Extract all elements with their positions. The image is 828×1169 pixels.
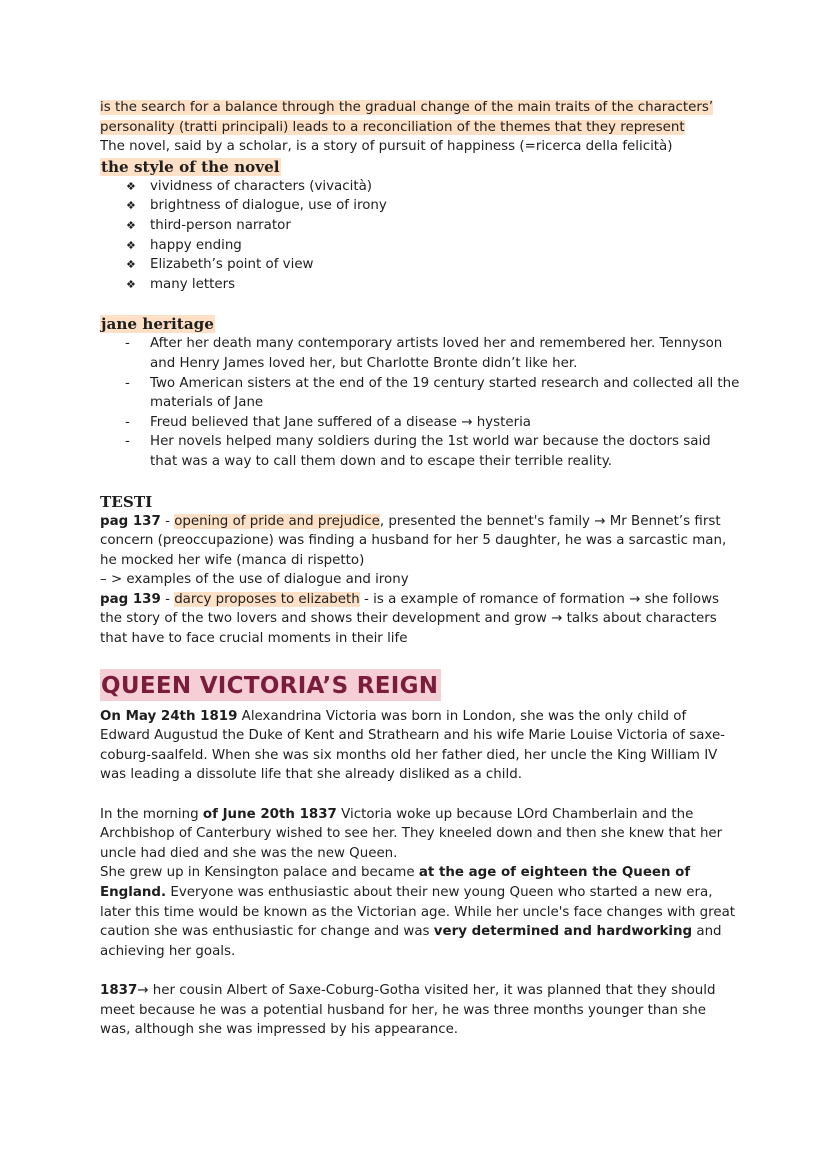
- intro-line-2: [100, 118, 740, 138]
- victoria-paragraph-4: 1837→ her cousin Albert of Saxe-Coburg-Gotha visited her, it was planned that they should meet because he was a potential husband for her, he was three months younger than she was, although she was impressed by his appearance.: [100, 982, 716, 1038]
- diamond-bullet-icon: ❖: [126, 277, 136, 291]
- style-list: [100, 177, 740, 295]
- list-item: ❖ Elizabeth’s point of view: [100, 255, 740, 275]
- diamond-bullet-icon: ❖: [126, 258, 136, 272]
- heritage-list: [100, 334, 740, 471]
- spacer: [100, 961, 740, 981]
- victoria-paragraph-1: On May 24th 1819 Alexandrina Victoria was born in London, she was the only child of Edward Augustud the Duke of Kent and Strathearn and his wife Marie Louise Victoria of saxe-coburg-saalfeld. When she was six months old her father died, her uncle the King William IV was leading a dissolute life that she already disliked as a child.: [100, 708, 726, 783]
- page-ref-137: pag 137: [100, 513, 161, 529]
- dash-bullet-icon: -: [125, 375, 130, 391]
- highlight: the style of the novel: [101, 157, 280, 176]
- highlight: personality (tratti principali) leads to a reconciliation of the themes that they represent: [100, 119, 685, 135]
- intro-line-1: [100, 98, 740, 118]
- page-ref-139: pag 139: [100, 591, 161, 607]
- heritage-heading: [100, 314, 740, 334]
- spacer: [100, 649, 740, 669]
- testi-pag-139: pag 139 - darcy proposes to elizabeth - is a example of romance of formation → she follows the story of the two lovers and shows their development and grow → talks about characters that have to face crucial moments in their life: [100, 591, 719, 647]
- testi-arrow-line: – > examples of the use of dialogue and irony: [100, 572, 409, 588]
- list-item: - Her novels helped many soldiers during the 1st world war because the doctors said that was a way to call them down and to escape their terrible reality.: [125, 434, 711, 469]
- dash-bullet-icon: -: [125, 414, 130, 430]
- list-item: - Freud believed that Jane suffered of a disease → hysteria: [100, 413, 740, 433]
- list-item: ❖ vividness of characters (vivacità): [100, 177, 740, 197]
- intro-line-3: The novel, said by a scholar, is a story of pursuit of happiness (=ricerca della felicità): [100, 139, 673, 155]
- victoria-paragraph-3: She grew up in Kensington palace and became at the age of eighteen the Queen of England. Everyone was enthusiastic about their new young Queen who started a new era, later this time would be known as the Victorian age. While her uncle's face changes with great caution she was enthusiastic for change and was very determined and hardworking and achieving her goals.: [100, 865, 736, 959]
- diamond-bullet-icon: ❖: [126, 179, 136, 193]
- list-item: ❖ happy ending: [100, 236, 740, 256]
- list-item: ❖ many letters: [100, 275, 740, 295]
- style-heading: [100, 157, 740, 177]
- document-content: [100, 98, 740, 1040]
- highlight: jane heritage: [101, 315, 214, 334]
- list-item: - Two American sisters at the end of the 19 century started research and collected all the materials of Jane: [125, 375, 740, 411]
- diamond-bullet-icon: ❖: [126, 199, 136, 213]
- highlight: opening of pride and prejudice: [174, 513, 380, 529]
- diamond-bullet-icon: ❖: [126, 218, 136, 232]
- diamond-bullet-icon: ❖: [126, 238, 136, 252]
- list-item: ❖ brightness of dialogue, use of irony: [100, 196, 740, 216]
- dash-bullet-icon: -: [125, 434, 130, 450]
- list-item: - After her death many contemporary artists loved her and remembered her. Tennyson and Henry James loved her, but Charlotte Bronte didn’t like her.: [125, 336, 723, 371]
- dash-bullet-icon: -: [125, 336, 130, 352]
- victoria-paragraph-2: In the morning of June 20th 1837 Victoria woke up because LOrd Chamberlain and the Archbishop of Canterbury wished to see her. They kneeled down and then she knew that her uncle had died and she was the new Queen.: [100, 806, 723, 861]
- spacer: [100, 472, 740, 492]
- spacer: [100, 294, 740, 314]
- list-item: ❖ third-person narrator: [100, 216, 740, 236]
- spacer: [100, 785, 740, 805]
- highlight: is the search for a balance through the gradual change of the main traits of the characters’: [100, 100, 714, 115]
- testi-heading: TESTI: [100, 492, 153, 511]
- victoria-heading: QUEEN VICTORIA’S REIGN: [100, 669, 441, 701]
- highlight: darcy proposes to elizabeth: [174, 591, 360, 607]
- testi-pag-137: pag 137 - opening of pride and prejudice, presented the bennet's family → Mr Bennet’s first concern (preoccupazione) was finding a husband for her 5 daughter, he was a sarcastic man, he mocked her wife (manca di rispetto): [100, 513, 727, 568]
